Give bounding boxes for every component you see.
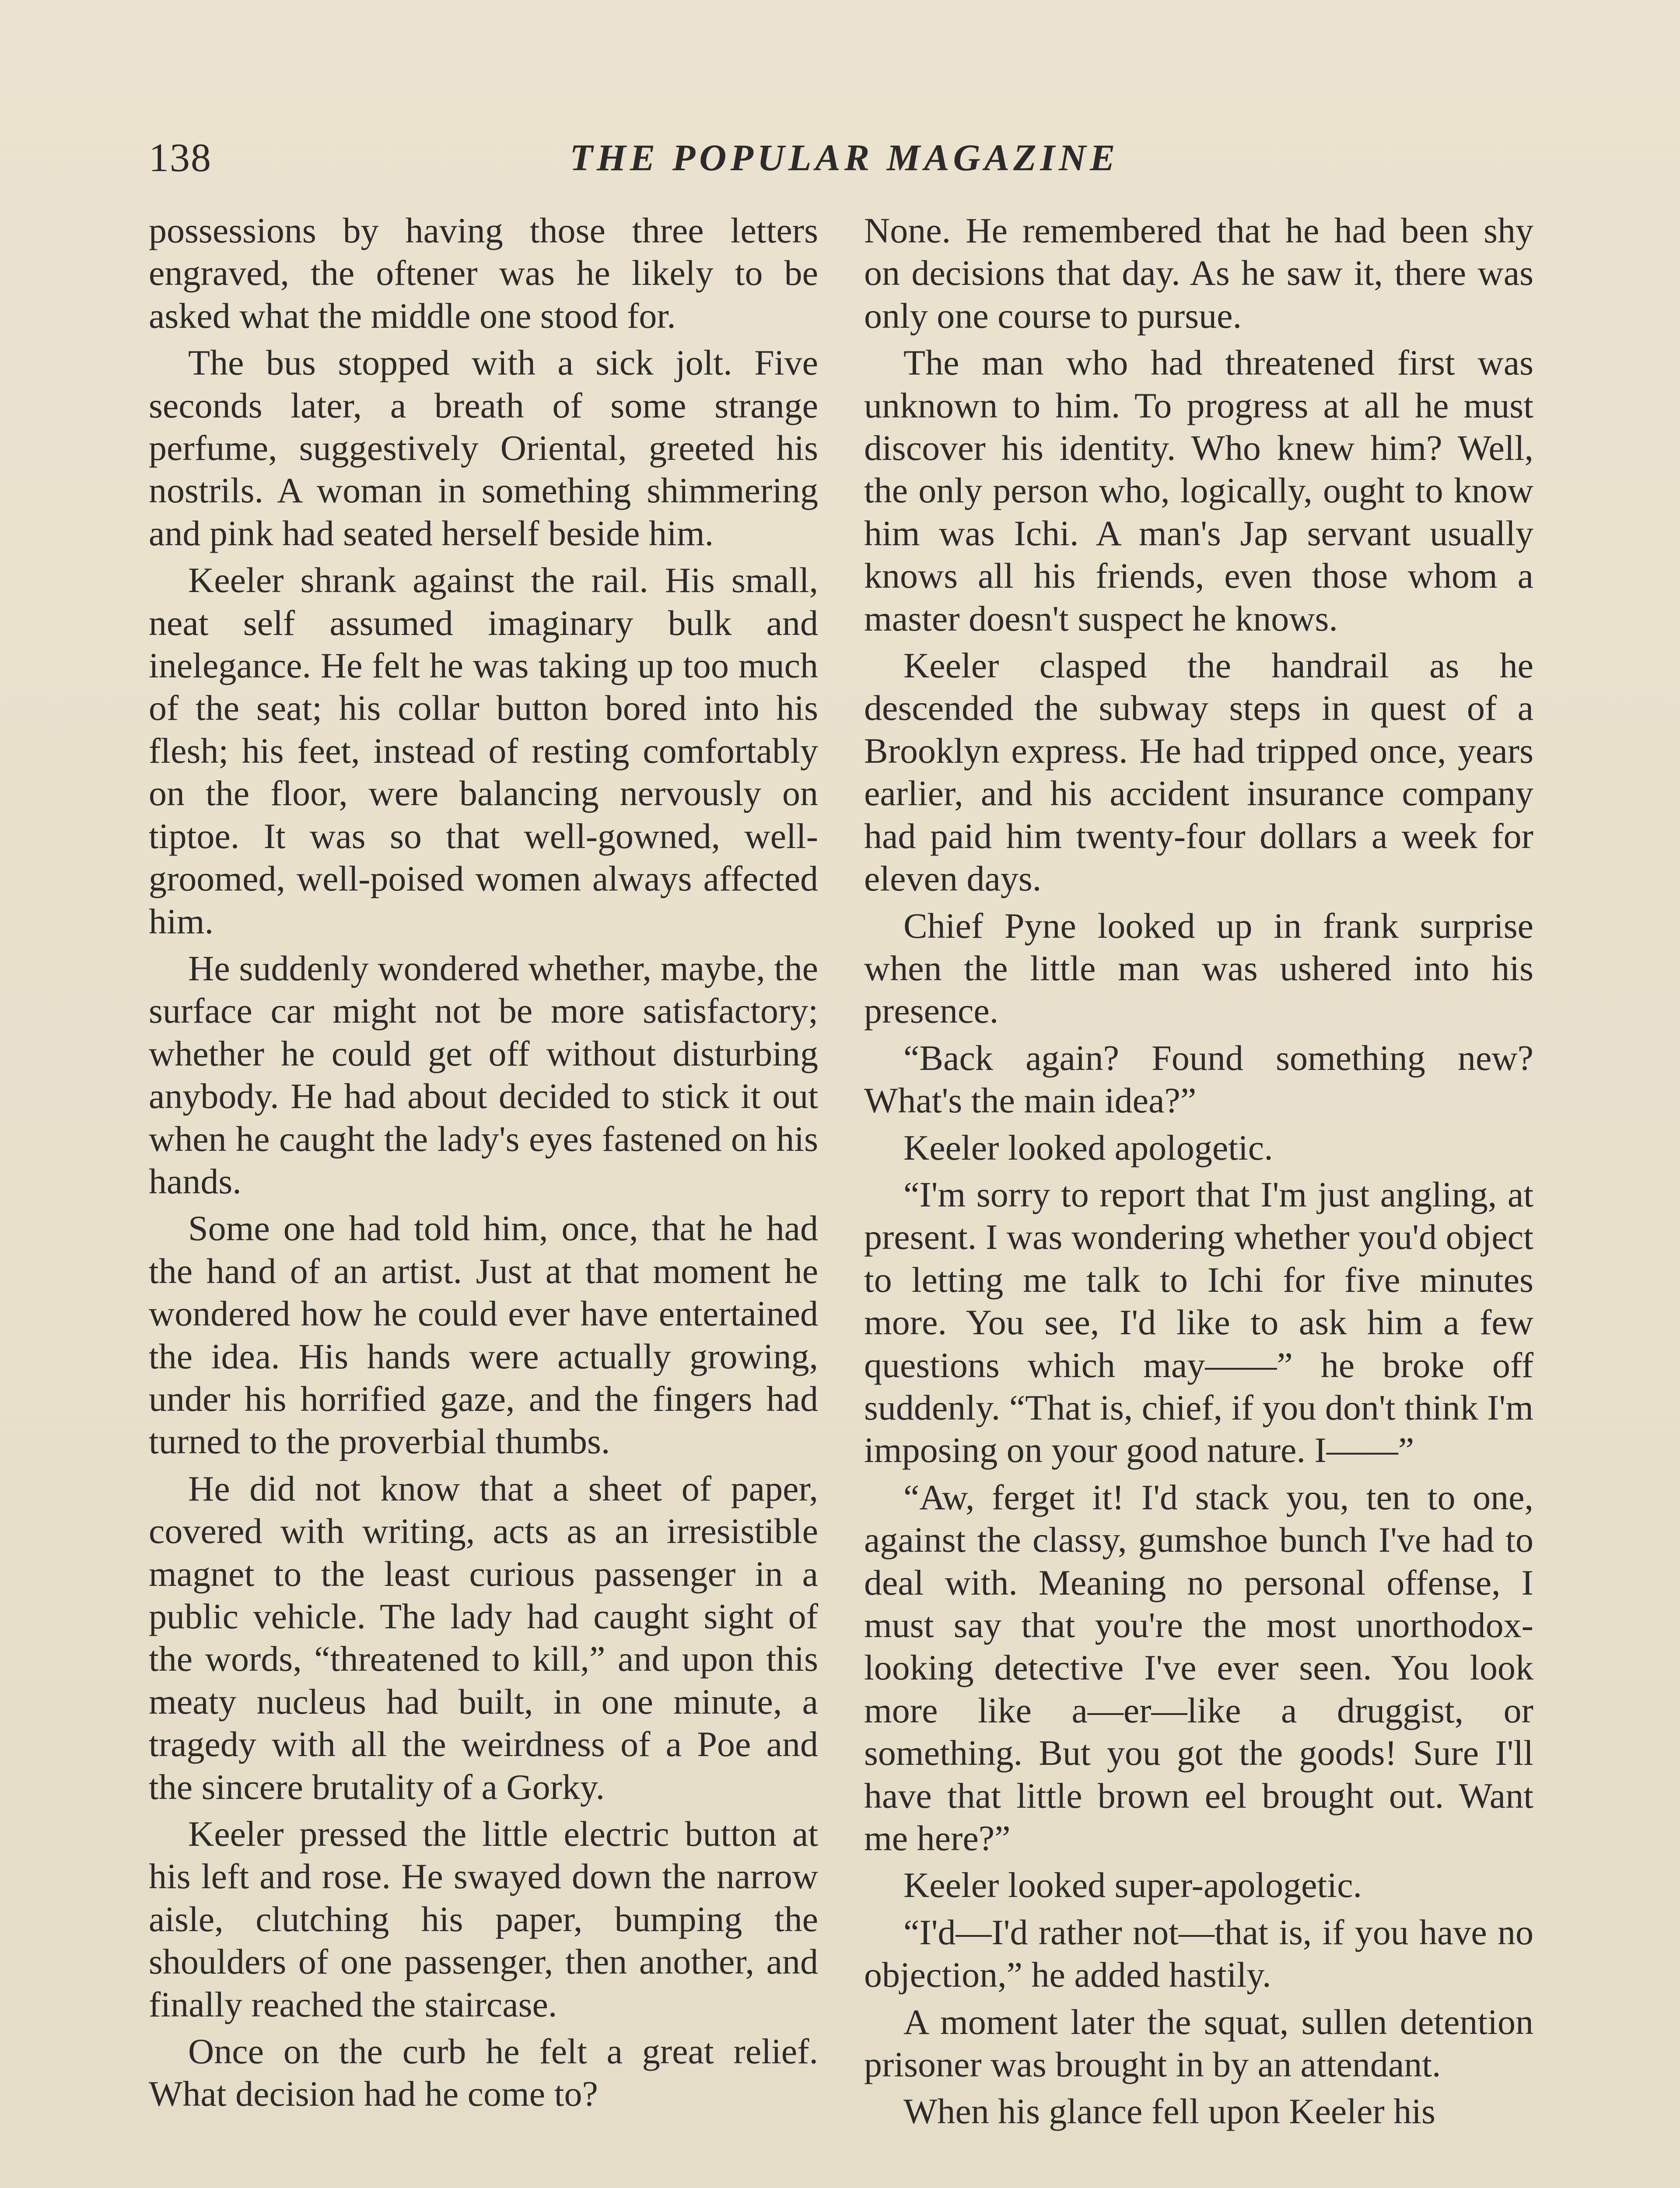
paragraph: The man who had threatened first was unknown to him. To progress at all he must discover his identity. Who knew him? Well, the only person who, logically, ought to know him was Ichi. A man's Jap servant usually knows all his friends, even those whom a master doesn't suspect he knows. [864, 343, 1533, 638]
paragraph: “I'd—I'd rather not—that is, if you have no objection,” he added hastily. [864, 1912, 1533, 1995]
paragraph: “Aw, ferget it! I'd stack you, ten to one, against the classy, gumshoe bunch I've had to deal with. Meaning no personal offense, I must say that you're the most unorthodox-looking detective I've ever seen. You look more like a—er—like a druggist, or something. But you got the goods! Sure I'll have that little brown eel brought out. Want me here?” [864, 1477, 1533, 1858]
paragraph: A moment later the squat, sullen detention prisoner was brought in by an attendant. [864, 2002, 1533, 2085]
paragraph: possessions by having those three letters engraved, the oftener was he likely to be asked what the middle one stood for. [149, 210, 818, 336]
paragraph: Keeler shrank against the rail. His small, neat self assumed imaginary bulk and inelegance. He felt he was taking up too much of the seat; his collar button bored into his flesh; his feet, instead of resting comfortably on the floor, were balancing nervously on tiptoe. It was so that well-gowned, well-groomed, well-poised women always affected him. [149, 560, 818, 941]
left-column [149, 209, 818, 2120]
paragraph: The bus stopped with a sick jolt. Five seconds later, a breath of some strange perfume, suggestively Oriental, greeted his nostrils. A woman in something shimmering and pink had seated herself beside him. [149, 343, 818, 553]
paragraph: Some one had told him, once, that he had the hand of an artist. Just at that moment he wondered how he could ever have entertained the idea. His hands were actually growing, under his horrified gaze, and the fingers had turned to the proverbial thumbs. [149, 1208, 818, 1462]
page-header [149, 131, 1540, 184]
paragraph: “I'm sorry to report that I'm just angling, at present. I was wondering whether you'd object to letting me talk to Ichi for five minutes more. You see, I'd like to ask him a few questions which may——” he broke off suddenly. “That is, chief, if you don't think I'm imposing on your good nature. I——” [864, 1174, 1533, 1470]
paragraph: He did not know that a sheet of paper, covered with writing, acts as an irresistible magnet to the least curious passenger in a public vehicle. The lady had caught sight of the words, “threatened to kill,” and upon this meaty nucleus had built, in one minute, a tragedy with all the weirdness of a Poe and the sincere brutality of a Gorky. [149, 1468, 818, 1807]
paragraph: None. He remembered that he had been shy on decisions that day. As he saw it, there was only one course to pursue. [864, 210, 1533, 336]
paragraph: Chief Pyne looked up in frank surprise when the little man was ushered into his presence. [864, 905, 1533, 1031]
paragraph: Keeler looked apologetic. [903, 1127, 1273, 1168]
paragraph: Keeler clasped the handrail as he descended the subway steps in quest of a Brooklyn express. He had tripped once, years earlier, and his accident insurance company had paid him twenty-four dollars a week for eleven days. [864, 645, 1533, 899]
paragraph: Keeler pressed the little electric button at his left and rose. He swayed down the narrow aisle, clutching his paper, bumping the shoulders of one passenger, then another, and finally reached the staircase. [149, 1814, 818, 2024]
page-number: 138 [149, 135, 212, 180]
paragraph: Keeler looked super-apologetic. [903, 1865, 1362, 1905]
paragraph: When his glance fell upon Keeler his [903, 2091, 1435, 2132]
right-column [864, 209, 1533, 2137]
paragraph: He suddenly wondered whether, maybe, the surface car might not be more satisfactory; whether he could get off without disturbing anybody. He had about decided to stick it out when he caught the lady's eyes fastened on his hands. [149, 948, 818, 1201]
running-title: THE POPULAR MAGAZINE [570, 137, 1119, 179]
paragraph: “Back again? Found something new? What's the main idea?” [864, 1038, 1533, 1121]
paragraph: Once on the curb he felt a great relief. What decision had he come to? [149, 2031, 818, 2114]
